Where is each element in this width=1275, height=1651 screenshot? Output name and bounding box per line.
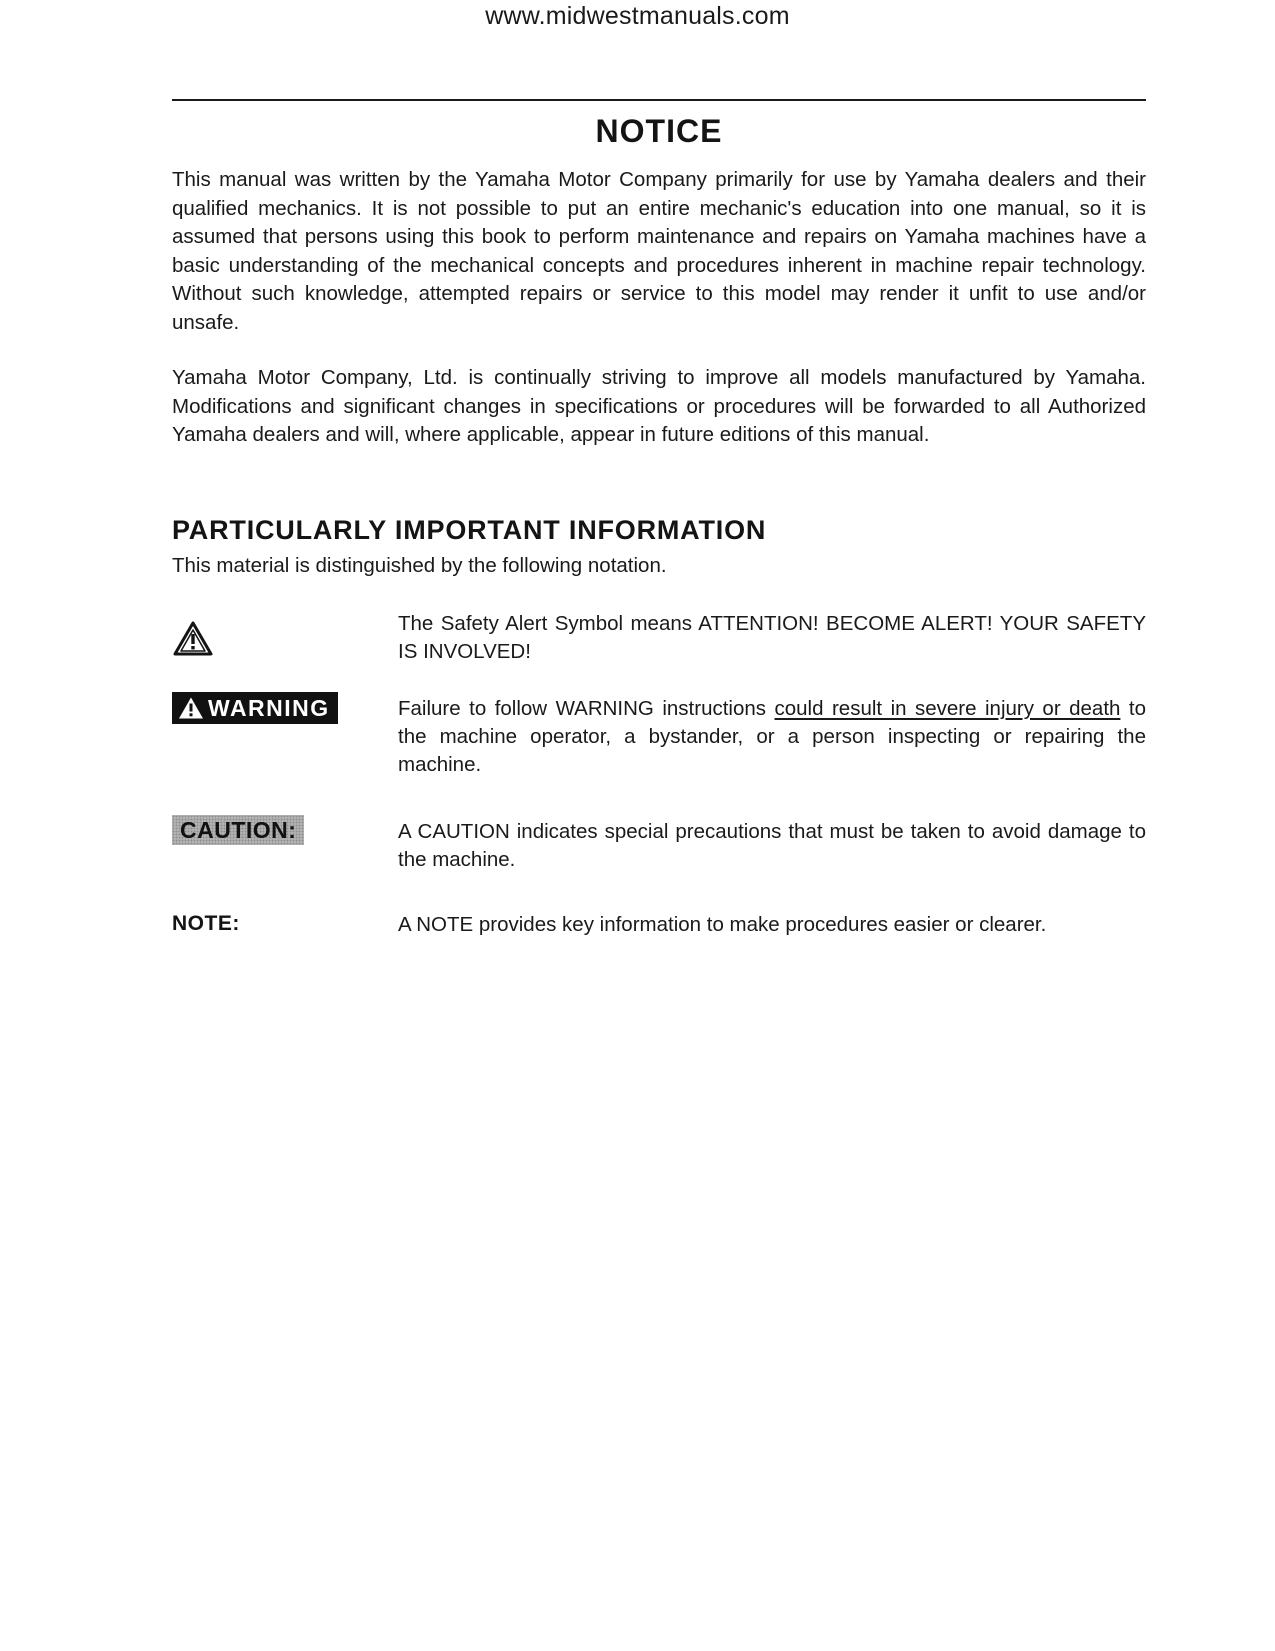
- section-title: PARTICULARLY IMPORTANT INFORMATION: [172, 515, 767, 545]
- safety-alert-triangle-icon: [172, 620, 214, 658]
- note-text: A NOTE provides key information to make procedures easier or clearer.: [398, 913, 1047, 936]
- warning-text-end: to the machine operator, a bystander, or a person inspecting or repairing the machine.: [398, 697, 1146, 776]
- warning-text-start: Failure to follow WARNING instructions: [398, 697, 775, 720]
- notice-title: NOTICE: [595, 113, 723, 149]
- header-divider: [172, 99, 1146, 101]
- warning-triangle-icon: [178, 696, 204, 720]
- caution-badge: CAUTION:: [172, 815, 304, 845]
- notice-paragraph-2: Yamaha Motor Company, Ltd. is continually striving to improve all models manufactured by Yamaha. Modifications and significant changes in specifications or procedures will be forwarded to all Authorized Yamaha dealers and will, where applicable, appear in future editions of this manual.: [172, 366, 1146, 446]
- warning-label: WARNING: [208, 695, 330, 721]
- notice-paragraph-1: This manual was written by the Yamaha Motor Company primarily for use by Yamaha dealers and their qualified mechanics. It is not possible to put an entire mechanic's education into one manual, so it is assumed that persons using this book to perform maintenance and repairs on Yamaha machines have a basic understanding of the mechanical concepts and procedures inherent in machine repair technology. Without such knowledge, attempted repairs or service to this model may render it unfit to use and/or unsafe.: [172, 168, 1146, 334]
- section-subtitle: This material is distinguished by the following notation.: [172, 554, 667, 577]
- warning-badge: [172, 692, 338, 724]
- caution-text: A CAUTION indicates special precautions that must be taken to avoid damage to the machine.: [398, 820, 1146, 871]
- site-url[interactable]: www.midwestmanuals.com: [485, 2, 790, 30]
- warning-text-underlined: could result in severe injury or death: [774, 697, 1121, 720]
- safety-alert-text: The Safety Alert Symbol means ATTENTION! BECOME ALERT! YOUR SAFETY IS INVOLVED!: [398, 612, 1146, 663]
- warning-text: [398, 695, 1146, 779]
- note-label: NOTE:: [172, 912, 240, 935]
